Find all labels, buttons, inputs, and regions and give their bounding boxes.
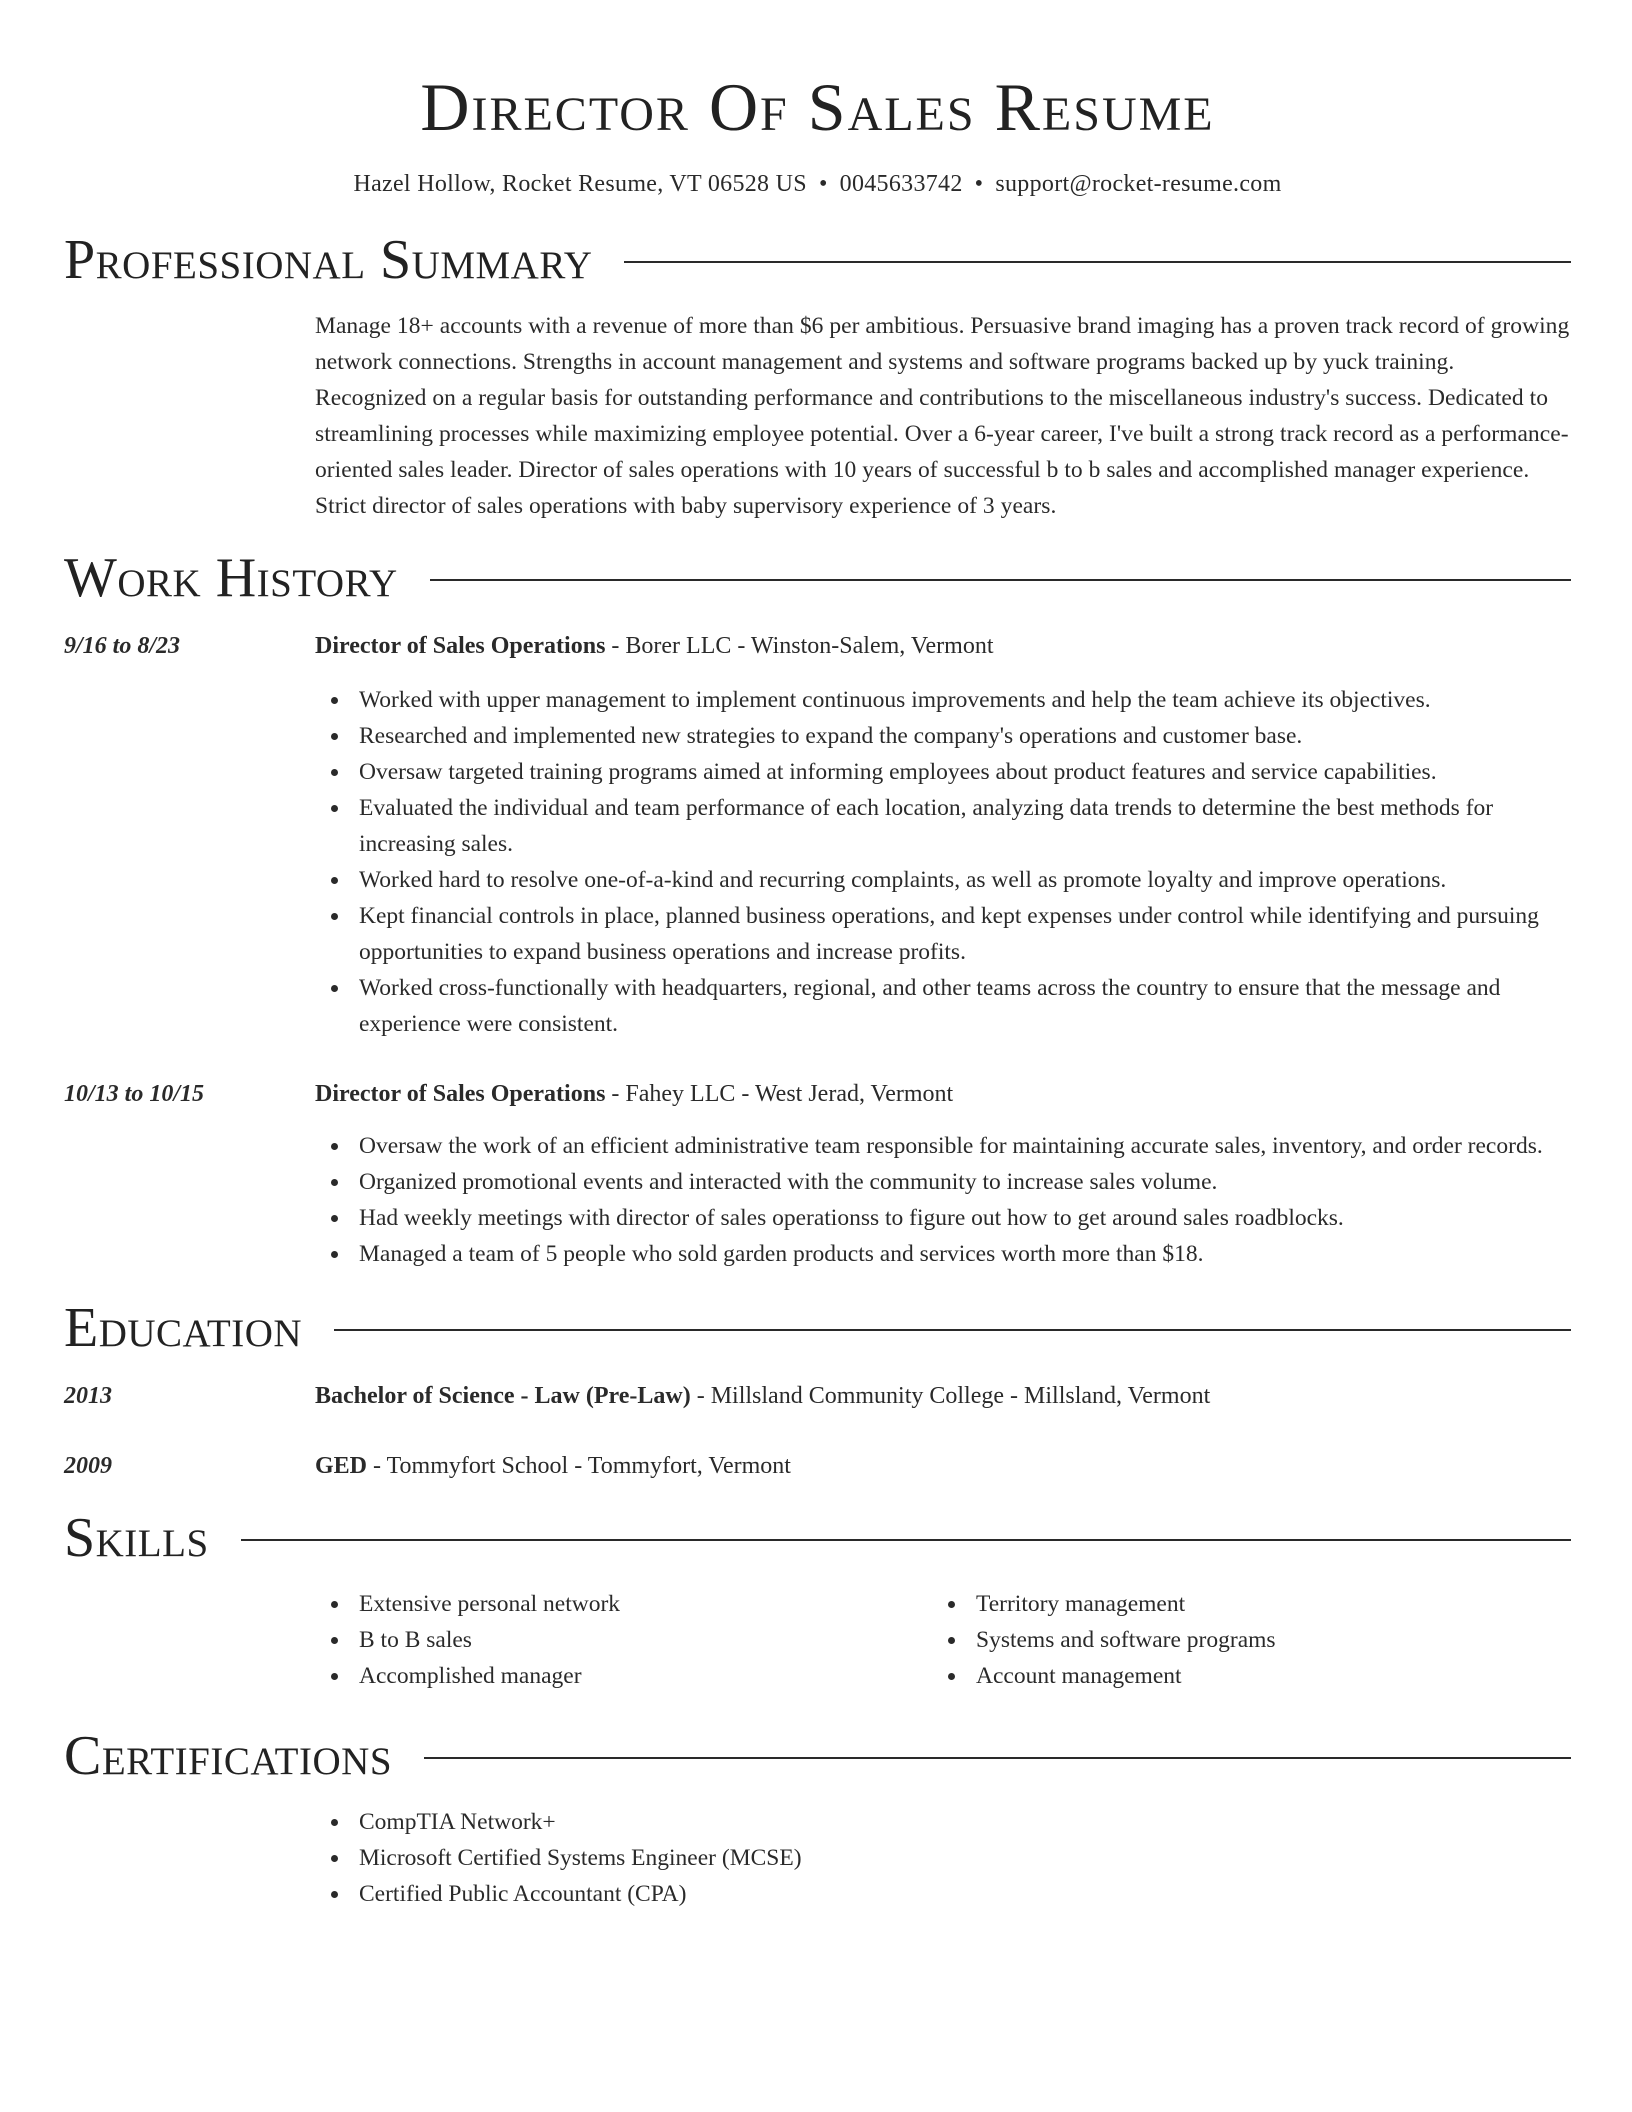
education-year: 2013 (64, 1383, 112, 1409)
contact-address: Hazel Hollow, Rocket Resume, VT 06528 US (353, 171, 807, 197)
education-degree: Bachelor of Science - Law (Pre-Law) (315, 1383, 691, 1409)
section-divider (424, 1757, 1571, 1759)
section-divider (241, 1539, 1571, 1541)
job-heading (315, 628, 1571, 664)
summary-text: Manage 18+ accounts with a revenue of more than $6 per ambitious. Persuasive brand imaging has a proven track record of growing network connections. Strengths in account management and systems and software programs backed up by yuck training. Recognized on a regular basis for outstanding performance and contributions to the miscellaneous industry's success. Dedicated to streamlining processes while maximizing employee potential. Over a 6-year career, I've built a strong track record as a performance-oriented sales leader. Director of sales operations with 10 years of successful b to b sales and accomplished manager experience. Strict director of sales operations with baby supervisory experience of 3 years. (315, 313, 1570, 519)
education-entry (64, 1448, 1571, 1484)
education-degree: GED (315, 1453, 368, 1479)
job-dates: 9/16 to 8/23 (64, 633, 181, 659)
contact-line (64, 168, 1571, 200)
job-body (315, 1076, 1571, 1272)
job-bullets (315, 1128, 1571, 1272)
certifications-list (315, 1804, 1571, 1912)
skill-item: Extensive personal network (315, 1586, 932, 1622)
certification-item: CompTIA Network+ (315, 1804, 1571, 1840)
skills-left-spacer (64, 1586, 315, 1694)
job-bullets (315, 682, 1571, 1042)
section-divider (624, 261, 1571, 263)
section-title-education: Education (64, 1297, 303, 1359)
list-item: Evaluated the individual and team performance of each location, analyzing data trends to determine the best methods for increasing sales. (315, 790, 1571, 862)
skills-row (64, 1586, 1571, 1694)
section-header-education (64, 1296, 1571, 1360)
job-details: - Borer LLC - Winston-Salem, Vermont (605, 633, 994, 659)
section-divider (430, 579, 1571, 581)
contact-separator: • (818, 171, 828, 197)
certification-item: Certified Public Accountant (CPA) (315, 1876, 1571, 1912)
job-body (315, 628, 1571, 1042)
section-title-work: Work History (64, 547, 398, 609)
contact-separator: • (974, 171, 984, 197)
section-title-certifications: Certifications (64, 1725, 393, 1787)
job-heading (315, 1076, 1571, 1112)
education-heading (315, 1448, 1571, 1484)
list-item: Worked cross-functionally with headquarters, regional, and other teams across the country to ensure that the message and experience were consistent. (315, 970, 1571, 1042)
education-details: - Millsland Community College - Millsland, Vermont (690, 1383, 1211, 1409)
education-details: - Tommyfort School - Tommyfort, Vermont (367, 1453, 791, 1479)
job-entry (64, 1076, 1571, 1272)
summary-left-spacer (64, 308, 315, 524)
summary-row (64, 308, 1571, 524)
skill-item: Accomplished manager (315, 1658, 932, 1694)
section-header-work (64, 546, 1571, 610)
contact-email: support@rocket-resume.com (995, 171, 1282, 197)
list-item: Oversaw the work of an efficient administrative team responsible for maintaining accurate sales, inventory, and order records. (315, 1128, 1571, 1164)
section-divider (334, 1329, 1571, 1331)
education-heading (315, 1378, 1571, 1414)
job-title: Director of Sales Operations (315, 633, 606, 659)
skills-grid (315, 1586, 1571, 1694)
list-item: Had weekly meetings with director of sales operationss to figure out how to get around sales roadblocks. (315, 1200, 1571, 1236)
certification-item: Microsoft Certified Systems Engineer (MCSE) (315, 1840, 1571, 1876)
section-header-summary (64, 228, 1571, 292)
job-title: Director of Sales Operations (315, 1081, 606, 1107)
education-year: 2009 (64, 1453, 112, 1479)
skills-list-left (315, 1586, 932, 1694)
list-item: Oversaw targeted training programs aimed at informing employees about product features and service capabilities. (315, 754, 1571, 790)
list-item: Worked with upper management to implement continuous improvements and help the team achieve its objectives. (315, 682, 1571, 718)
job-entry (64, 628, 1571, 1042)
certifications-left-spacer (64, 1804, 315, 1912)
skills-list-right (932, 1586, 1549, 1694)
certifications-body (315, 1804, 1571, 1912)
list-item: Managed a team of 5 people who sold garden products and services worth more than $18. (315, 1236, 1571, 1272)
list-item: Worked hard to resolve one-of-a-kind and recurring complaints, as well as promote loyalty and improve operations. (315, 862, 1571, 898)
page-title: Director Of Sales Resume (420, 69, 1215, 145)
resume-page (64, 0, 1571, 1912)
section-header-skills (64, 1506, 1571, 1570)
job-dates: 10/13 to 10/15 (64, 1081, 205, 1107)
skill-item: B to B sales (315, 1622, 932, 1658)
contact-phone: 0045633742 (839, 171, 963, 197)
job-details: - Fahey LLC - West Jerad, Vermont (605, 1081, 954, 1107)
section-header-certifications (64, 1724, 1571, 1788)
education-entry (64, 1378, 1571, 1414)
list-item: Organized promotional events and interacted with the community to increase sales volume. (315, 1164, 1571, 1200)
list-item: Kept financial controls in place, planned business operations, and kept expenses under control while identifying and pursuing opportunities to expand business operations and increase profits. (315, 898, 1571, 970)
skill-item: Account management (932, 1658, 1549, 1694)
skill-item: Systems and software programs (932, 1622, 1549, 1658)
section-title-summary: Professional Summary (64, 229, 593, 291)
skill-item: Territory management (932, 1586, 1549, 1622)
certifications-row (64, 1804, 1571, 1912)
list-item: Researched and implemented new strategies to expand the company's operations and customer base. (315, 718, 1571, 754)
section-title-skills: Skills (64, 1507, 209, 1569)
